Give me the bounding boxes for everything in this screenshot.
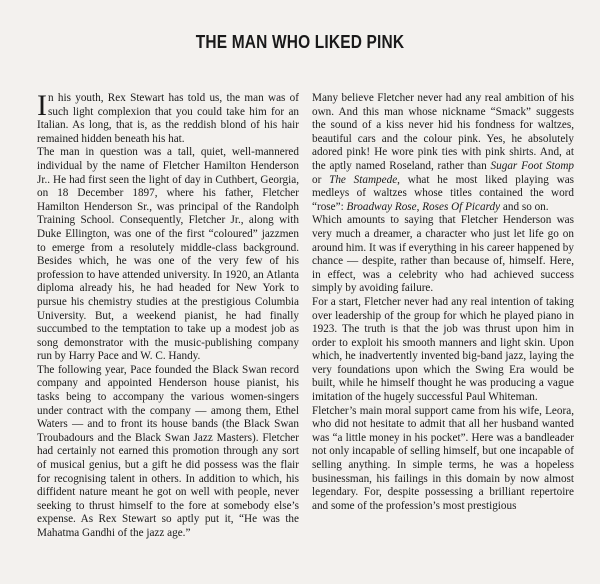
- paragraph: [37, 89, 299, 146]
- page-title: THE MAN WHO LIKED PINK: [195, 32, 405, 52]
- song-title: The Stampede: [329, 173, 398, 186]
- text-run: and so on.: [500, 200, 549, 213]
- paragraph-text: n his youth, Rex Stewart has told us, the man was of such light complexion that you could take him for an Italian. As long, that is, as the reddish blond of his hair remained hidden beneath his hat.: [37, 92, 299, 145]
- text-run: ,: [416, 200, 423, 213]
- paragraph: The following year, Pace founded the Black Swan record company and appointed Henderson house pianist, his tasks being to accompany the various women-singers under contract with the company — among them, Ethel Waters — and to front its house bands (the Black Swan Troubadours and the Black Swan Jazz Masters). Fletcher had certainly not earned this promotion through any sort of musical genius, but a gift he did possess was the flair for recognising talent in others. In addition to which, his diffident nature meant he got on well with people, never seeking to thrust himself to the fore at somebody else’s expense. As Rex Stewart so aptly put it, “He was the Mahatma Gandhi of the jazz age.”: [37, 363, 299, 539]
- paragraph: For a start, Fletcher never had any real intention of taking over leadership of the group for which he played piano in 1923. The truth is that the job was thrust upon him in order to exploit his smooth manners and light skin. Upon which, he inadvertently invented big-band jazz, laying the very foundations upon which the Swing Era would be built, while he himself thought he was producing a vague imitation of the hugely successful Paul Whiteman.: [312, 295, 574, 404]
- drop-cap: I: [37, 89, 47, 122]
- song-title: Roses Of Picardy: [422, 200, 501, 213]
- right-column: [312, 92, 574, 513]
- song-title: Sugar Foot Stomp: [490, 159, 575, 172]
- text-run: Many believe Fletcher never had any real ambition of his own. And this man whose nickname “Smack” suggests the sound of a kiss never hid his fondness for waltzes, beautiful cars and the colour pink. Yes, he absolutely adored pink! He wore pink ties with pink shirts. And, at the aptly named Roseland, rather than: [312, 92, 574, 172]
- text-run: or: [312, 173, 330, 186]
- paragraph: Fletcher’s main moral support came from his wife, Leora, who did not hesitate to admit that all her husband wanted was “a little money in his pocket”. Here was a bandleader not only incapable of selling himself, but one incapable of selling anything. In simple terms, he was a hopeless businessman, his failings in this domain by now almost legendary. For, despite possessing a brilliant repertoire and some of the profession’s most prestigious: [312, 404, 574, 512]
- song-title: Broadway Rose: [346, 200, 417, 213]
- paragraph: Which amounts to saying that Fletcher Henderson was very much a dreamer, a character who just let life go on around him. It was if everything in his career happened by chance — despite, rather than because of, himself. Here, in effect, was a celebrity who had achieved success simply by avoiding failure.: [312, 214, 574, 295]
- text-run: , what he most liked playing was medleys of waltzes whose titles contained the word “rose”:: [312, 173, 575, 213]
- left-column: [37, 89, 299, 541]
- paragraph: The man in question was a tall, quiet, well-mannered individual by the name of Fletcher Hamilton Henderson Jr.. He had first seen the light of day in Cuthbert, Georgia, on 18 December 1897, where his father, Fletcher Hamilton Henderson Sr., was principal of the Randolph Training School. Consequently, Fletcher Jr., along with Duke Ellington, was one of the first “coloured” jazzmen to emerge from a resolutely middle-class background. Besides which, he was one of the very few of his profession to have attended university. In 1920, an Atlanta diploma already his, he had headed for New York to pursue his chemistry studies at the prestigious Columbia University. But, a weekend pianist, he had finally succumbed to the temptation to take up a modest job as song demonstrator with the music-publishing company run by Harry Pace and W. C. Handy.: [37, 146, 299, 363]
- paragraph: [312, 92, 574, 214]
